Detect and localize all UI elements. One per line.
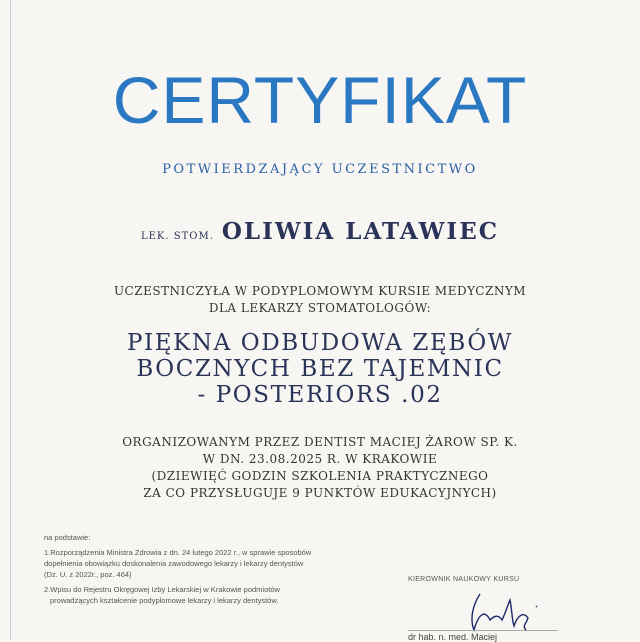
certificate-subtitle: POTWIERDZAJĄCY UCZESTNICTWO — [162, 162, 478, 177]
legal-basis — [44, 532, 311, 610]
intro-line: DLA LEKARZY STOMATOLOGÓW: — [208, 301, 432, 315]
basis-item-1 — [44, 547, 311, 580]
organizer-text — [0, 434, 640, 502]
organizer-line: ORGANIZOWANYM PRZEZ DENTIST MACIEJ ŻAROW SP. K. — [122, 435, 518, 449]
signatory-name: dr hab. n. med. Maciej — [408, 632, 498, 642]
course-line: - POSTERIORS .02 — [197, 382, 443, 408]
certificate-title: CERTYFIKAT — [112, 63, 528, 137]
signature-line — [408, 630, 558, 631]
handwritten-signature — [462, 586, 552, 636]
basis-line: 1.Rozporządzenia Ministra Zdrowia z dn. 24 lutego 2022 r., w sprawie sposobów — [44, 548, 312, 557]
recipient — [0, 218, 640, 245]
recipient-name: OLIWIA LATAWIEC — [221, 218, 500, 245]
course-title — [0, 330, 640, 408]
course-line: BOCZNYCH BEZ TAJEMNIC — [136, 356, 504, 382]
organizer-line: W DN. 23.08.2025 R. W KRAKOWIE — [202, 452, 438, 466]
basis-heading: na podstawie: — [44, 533, 91, 542]
basis-line: 2.Wpisu do Rejestru Okręgowej Izby Lekarskiej w Krakowie podmiotów — [44, 585, 280, 594]
basis-line: (Dz. U. z 2022r., poz. 464) — [44, 570, 132, 579]
basis-line: dopełnienia obowiązku doskonalenia zawodowego lekarzy i lekarzy dentystów — [44, 559, 304, 568]
course-line: PIĘKNA ODBUDOWA ZĘBÓW — [126, 330, 514, 356]
signature-label: KIEROWNIK NAUKOWY KURSU — [408, 576, 520, 583]
intro-text — [0, 283, 640, 317]
intro-line: UCZESTNICZYŁA W PODYPLOMOWYM KURSIE MEDYCZNYM — [113, 284, 527, 298]
basis-item-2 — [44, 584, 311, 606]
organizer-line: (DZIEWIĘĆ GODZIN SZKOLENIA PRAKTYCZNEGO — [151, 469, 489, 483]
recipient-prefix: LEK. STOM. — [140, 231, 214, 242]
organizer-line: ZA CO PRZYSŁUGUJE 9 PUNKTÓW EDUKACYJNYCH) — [143, 486, 497, 500]
basis-line: prowadzących kształcenie podyplomowe lekarzy i lekarzy dentystów. — [50, 596, 279, 605]
